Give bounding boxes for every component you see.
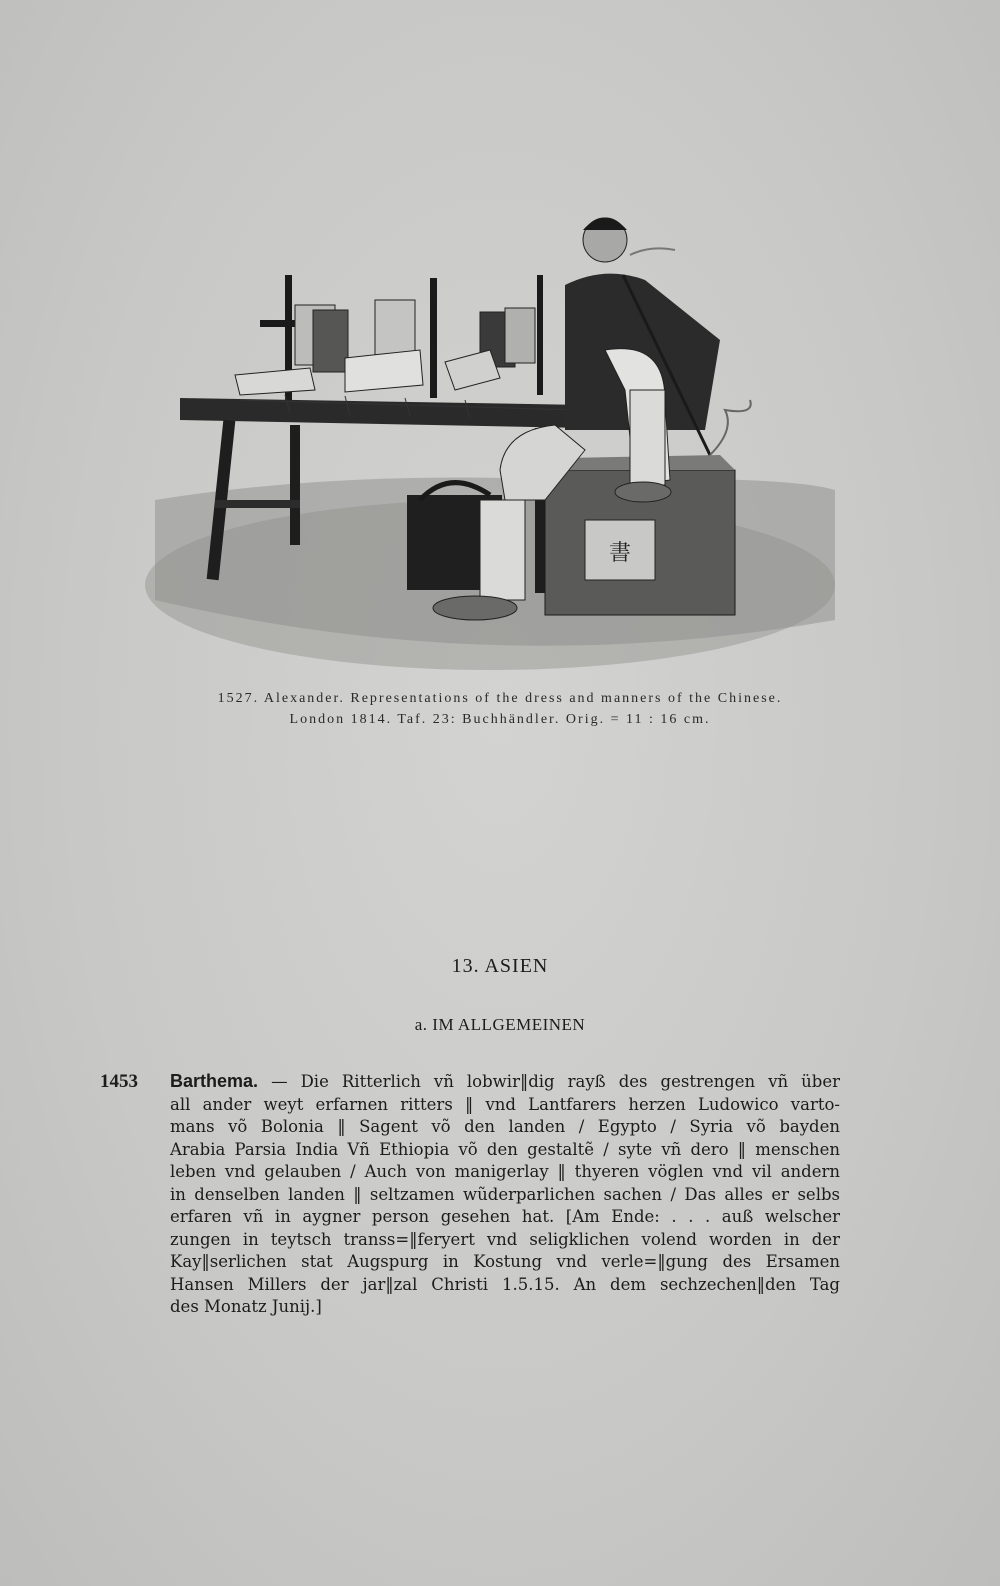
entry-line: leben vnd gelauben / Auch von manigerlay ‖ thyeren vöglen vnd vil andern xyxy=(170,1162,840,1181)
section-subtitle: a. IM ALLGEMEINEN xyxy=(414,1015,586,1034)
entry-line: Arabia Parsia India Vñ Ethiopia võ den gestaltẽ / syte vñ dero ‖ menschen xyxy=(170,1139,840,1159)
caption-line-1: 1527. Alexander. Representations of the dress and manners of the Chinese. xyxy=(217,691,783,706)
caption-line-2: London 1814. Taf. 23: Buchhändler. Orig. = 11 : 16 cm. xyxy=(289,712,711,727)
entry-line-text: — Die Ritterlich vñ lobwir‖dig rayß des gestrengen vñ über xyxy=(271,1072,841,1091)
entry-line: Hansen Millers der jar‖zal Christi 1.5.15. An dem sechzechen‖den Tag xyxy=(170,1274,840,1294)
svg-text:書: 書 xyxy=(608,541,632,566)
entry-line: in denselben landen ‖ seltzamen wũderparlichen sachen / Das alles er selbs xyxy=(170,1184,840,1204)
entry-author: Barthema. xyxy=(170,1071,259,1091)
entry-line: mans võ Bolonia ‖ Sagent võ den landen / Egypto / Syria võ bayden xyxy=(170,1117,840,1136)
catalog-entry xyxy=(100,1070,840,1319)
entry-body xyxy=(170,1070,840,1319)
figure-caption xyxy=(120,688,880,730)
entry-line xyxy=(170,1070,840,1094)
bookseller-engraving xyxy=(145,200,845,680)
entry-number: 1453 xyxy=(100,1071,138,1092)
entry-line: Kay‖serlichen stat Augspurg in Kostung vnd verle=‖gung des Ersamen xyxy=(170,1252,840,1271)
entry-line: all ander weyt erfarnen ritters ‖ vnd Lantfarers herzen Ludowico varto- xyxy=(170,1094,840,1114)
entry-line: erfaren vñ in aygner person gesehen hat. [Am Ende: . . . auß welscher xyxy=(170,1207,840,1226)
entry-line-last: des Monatz Junij.] xyxy=(170,1297,322,1316)
bookseller-illustration xyxy=(145,200,845,680)
entry-line: zungen in teytsch transs=‖feryert vnd seligklichen volend worden in der xyxy=(170,1229,840,1249)
section-title: 13. ASIEN xyxy=(451,955,549,977)
